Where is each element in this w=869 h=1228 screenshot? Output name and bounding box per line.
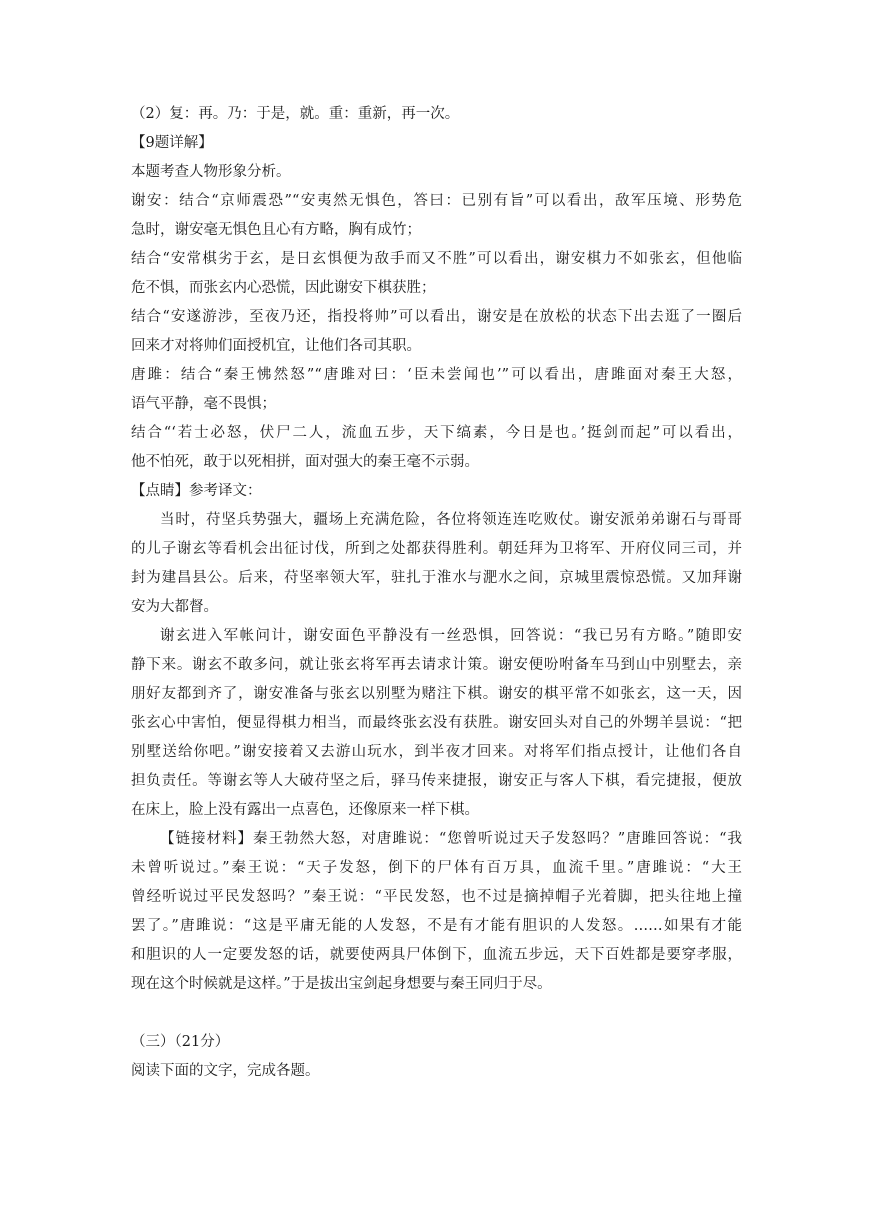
paragraph-gap [131,999,742,1028]
translation-line: 张玄心中害怕，便显得棋力相当，而最终张玄没有获胜。谢安回头对自己的外甥羊昙说：“把 [131,715,742,731]
analysis-line: 结合“安遂游涉，至夜乃还，指投将帅”可以看出，谢安是在放松的状态下出去逛了一圈后 [131,309,742,325]
linked-material-line: 现在这个时候就是这样。”于是拔出宝剑起身想要与秦王同归于尽。 [131,976,552,992]
translation-line: 别墅送给你吧。”谢安接着又去游山玩水，到半夜才回来。对将军们指点授计，让他们各自 [131,744,742,760]
linked-material-line: 罢了。”唐雎说：“这是平庸无能的人发怒，不是有才能有胆识的人发怒。……如果有才能 [131,918,742,934]
analysis-line: 唐雎：结合“秦王怫然怒”“唐雎对曰：‘臣未尝闻也’”可以看出，唐雎面对秦王大怒， [131,367,742,383]
linked-material-line: 【链接材料】秦王勃然大怒，对唐雎说：“您曾听说过天子发怒吗？”唐雎回答说：“我 [160,831,742,847]
linked-material-line: 曾经听说过平民发怒吗？”秦王说：“平民发怒，也不过是摘掉帽子光着脚，把头往地上撞 [131,889,742,905]
translation-line: 的儿子谢玄等看机会出征讨伐，所到之处都获得胜利。朝廷拜为卫将军、开府仪同三司，并 [131,541,742,557]
analysis-line: 结合“安常棋劣于玄，是日玄惧便为敌手而又不胜”可以看出，谢安棋力不如张玄，但他临 [131,251,742,267]
linked-material-line: 未曾听说过。”秦王说：“天子发怒，倒下的尸体有百万具，血流千里。”唐雎说：“大王 [131,860,742,876]
analysis-line: 回来才对将帅们面授机宜，让他们各司其职。 [131,338,421,354]
translation-line: 封为建昌县公。后来，苻坚率领大军，驻扎于淮水与淝水之间，京城里震惊恐慌。又加拜谢 [131,570,742,586]
section-heading-translation: 【点睛】参考译文： [131,483,262,499]
linked-material-line: 和胆识的人一定要发怒的话，就要使两具尸体倒下，血流五步远，天下百姓都是要穿孝服， [131,947,742,963]
analysis-line: 危不惧，而张玄内心恐慌，因此谢安下棋获胜； [131,280,436,296]
translation-line: 担负责任。等谢玄等人大破苻坚之后，驿马传来捷报，谢安正与客人下棋，看完捷报，便放 [131,773,742,789]
analysis-line: 他不怕死，敢于以死相拼，面对强大的秦王毫不示弱。 [131,454,479,470]
section-heading-q9: 【9题详解】 [131,135,213,151]
translation-line: 谢玄进入军帐问计，谢安面色平静没有一丝恐惧，回答说：“我已另有方略。”随即安 [160,628,742,644]
reading-instruction: 阅读下面的文字，完成各题。 [131,1063,320,1079]
analysis-line: 语气平静，毫不畏惧； [131,396,276,412]
document-body [131,100,742,1086]
analysis-line: 谢安：结合“京师震恐”“安夷然无惧色，答曰：已别有旨”可以看出，敌军压境、形势危 [131,193,742,209]
translation-line: 安为大都督。 [131,599,218,615]
section-heading-part3: （三）（21分） [131,1034,230,1050]
translation-line: 当时，苻坚兵势强大，疆场上充满危险，各位将领连连吃败仗。谢安派弟弟谢石与哥哥 [160,512,742,528]
question-topic: 本题考查人物形象分析。 [131,164,291,180]
note-answer-2: （2）复：再。乃：于是，就。重：重新，再一次。 [131,106,460,122]
analysis-line: 结合“‘若士必怒，伏尸二人，流血五步，天下缟素，今日是也。’挺剑而起”可以看出， [131,425,742,441]
translation-line: 静下来。谢玄不敢多问，就让张玄将军再去请求计策。谢安便吩咐备车马到山中别墅去，亲 [131,657,742,673]
translation-line: 在床上，脸上没有露出一点喜色，还像原来一样下棋。 [131,802,479,818]
translation-line: 朋好友都到齐了，谢安准备与张玄以别墅为赌注下棋。谢安的棋平常不如张玄，这一天，因 [131,686,742,702]
analysis-line: 急时，谢安毫无惧色且心有方略，胸有成竹； [131,222,421,238]
